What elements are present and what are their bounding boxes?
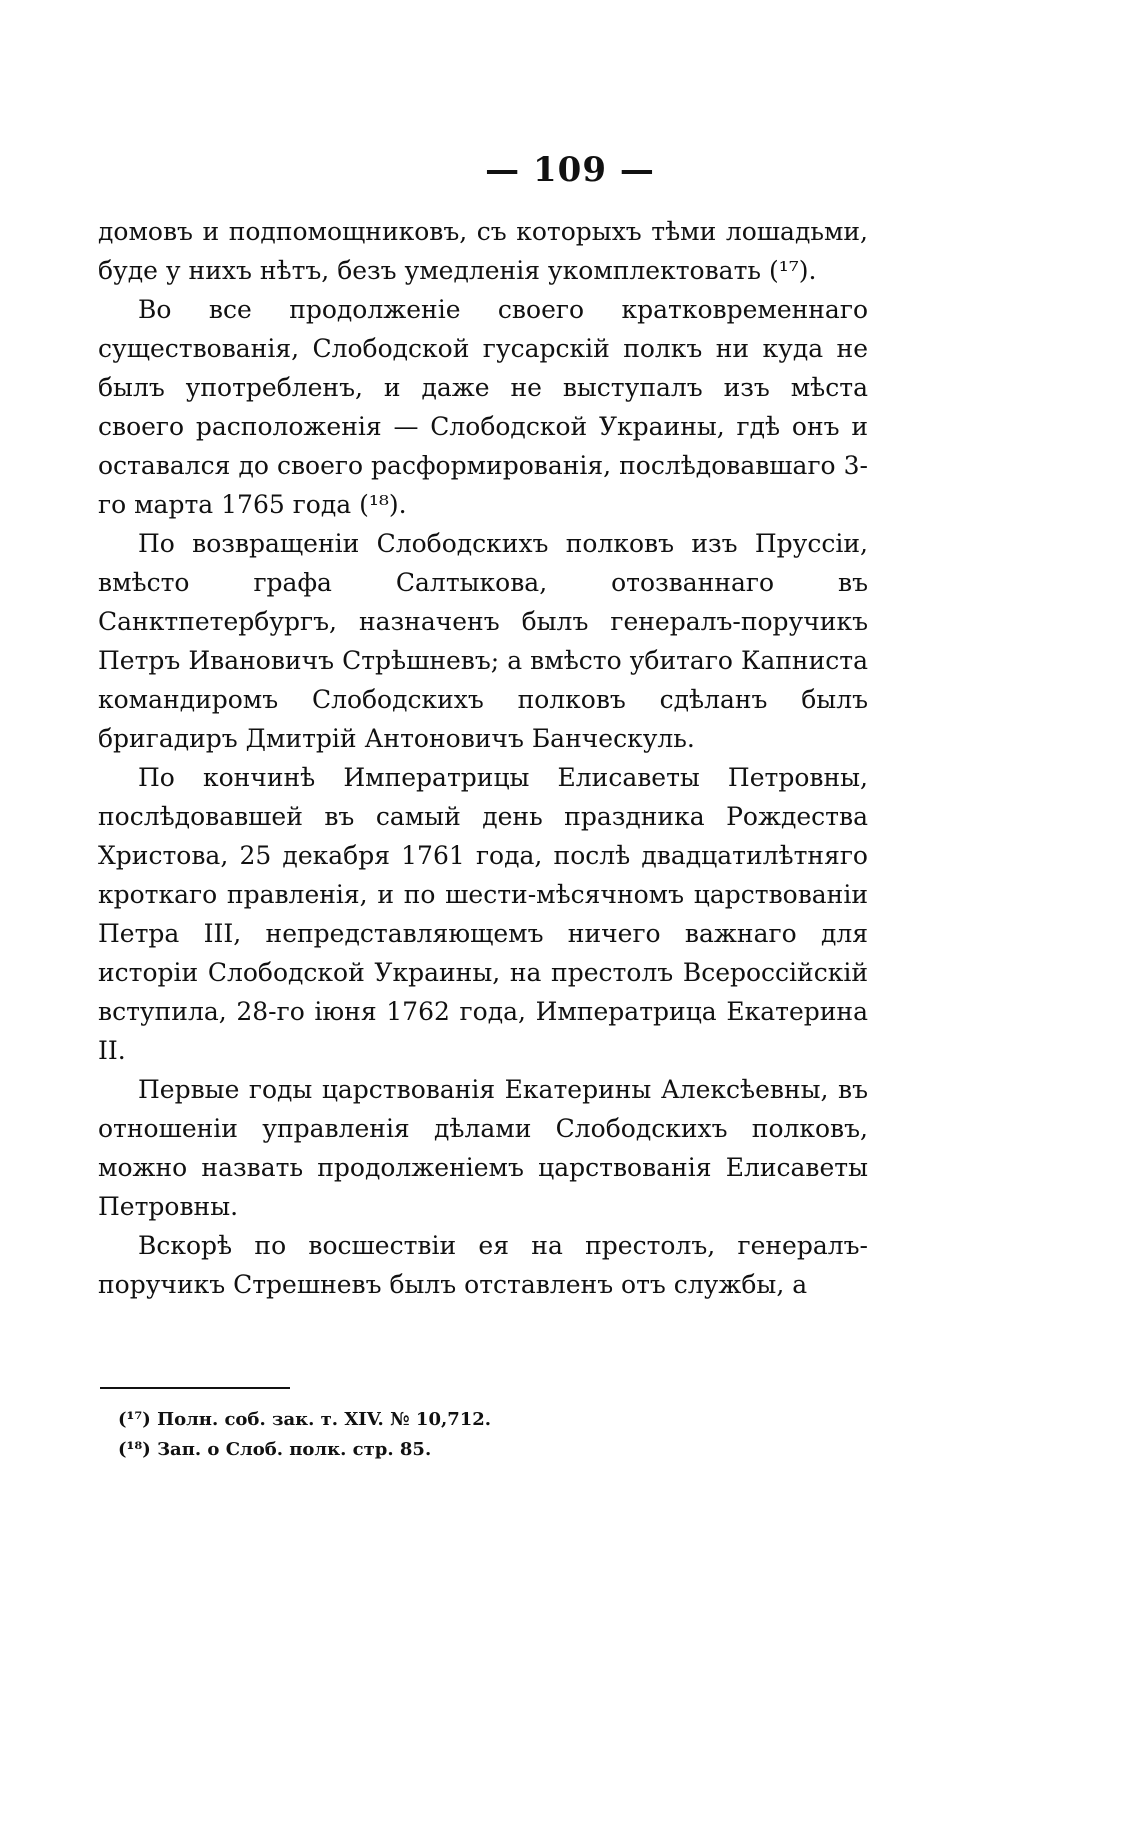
page-number: — 109 — [485, 150, 655, 190]
paragraph-empress-elizabeth-death: По кончинѣ Императрицы Елисаветы Петровны, послѣдовавшей въ самый день праздника Рождества Христова, 25 декабря 1761 года, послѣ двадцатилѣтняго кроткаго правленія, и по шести-мѣсячномъ царствованіи Петра III, непредставляющемъ ничего важнаго для исторіи Слободской Украины, на престолъ Всероссійскій вступила, 28-го іюня 1762 года, Императрица Екатерина II. [98, 763, 868, 1065]
footnote-17: (¹⁷) Полн. соб. зак. т. XIV. № 10,712. [118, 1409, 492, 1430]
paragraph-catherine-reign: Первые годы царствованія Екатерины Алексѣевны, въ отношеніи управленія дѣлами Слободскихъ полковъ, можно назвать продолженіемъ царствованія Елисаветы Петровны. [98, 1075, 868, 1221]
paragraph-continuation: домовъ и подпомощниковъ, съ которыхъ тѣми лошадьми, буде у нихъ нѣтъ, безъ умедленія укомплектовать (¹⁷). [98, 217, 868, 285]
paragraph-streshnev-dismissal: Вскорѣ по восшествіи ея на престолъ, генералъ-поручикъ Стрешневъ былъ отставленъ отъ службы, а [98, 1231, 868, 1299]
footnote-divider [100, 1387, 290, 1389]
footnotes [118, 1405, 818, 1465]
footnote-18: (¹⁸) Зап. о Слоб. полк. стр. 85. [118, 1439, 432, 1460]
paragraph-hussar-regiment: Во все продолженіе своего кратковременнаго существованія, Слободской гусарскій полкъ ни куда не былъ употребленъ, и даже не выступалъ изъ мѣста своего расположенія — Слободской Украины, гдѣ онъ и оставался до своего расформированія, послѣдовавшаго 3-го марта 1765 года (¹⁸). [98, 295, 868, 519]
body-text [98, 212, 868, 1304]
paragraph-return-from-prussia: По возвращеніи Слободскихъ полковъ изъ Пруссіи, вмѣсто графа Салтыкова, отозваннаго въ Санктпетербургъ, назначенъ былъ генералъ-поручикъ Петръ Ивановичъ Стрѣшневъ; а вмѣсто убитаго Капниста командиромъ Слободскихъ полковъ сдѣланъ былъ бригадиръ Дмитрій Антоновичъ Банческуль. [98, 529, 868, 753]
